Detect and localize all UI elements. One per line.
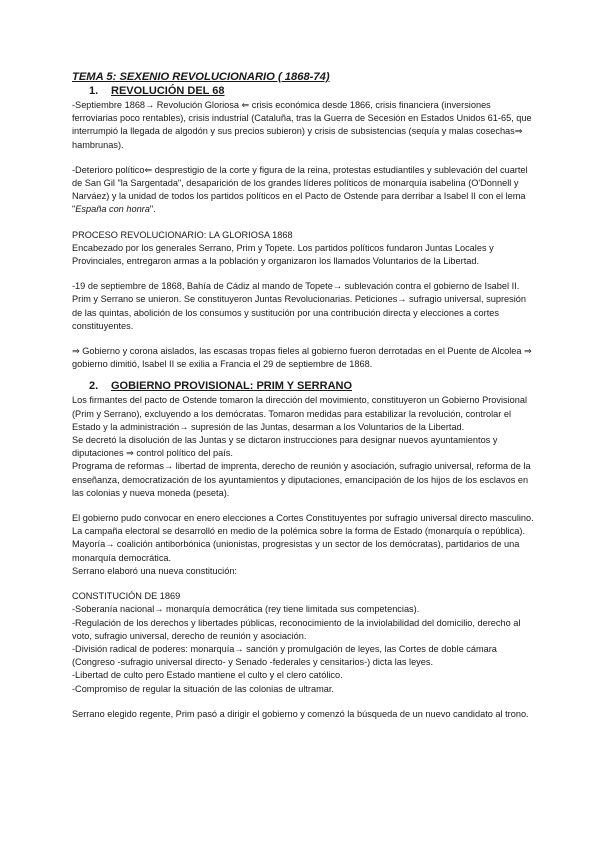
constitucion-heading: CONSTITUCIÓN DE 1869 <box>72 591 181 602</box>
paragraph-reformas: Programa de reformas→ libertad de imprenta, derecho de reunión y asociación, sufragio universal, reforma de la enseñanza, democratización de los ayuntamientos y diputaciones, emancipación de los hijos de los esclavos en las colonias y nueva moneda (peseta). <box>72 461 531 498</box>
paragraph-encabezado: Encabezado por los generales Serrano, Prim y Topete. Los partidos políticos fundaron Juntas Locales y Provinciales, entregaron armas a la población y organizaron los llamados Voluntarios de la Libertad. <box>72 242 494 267</box>
document-page <box>72 70 534 721</box>
paragraph-regente: Serrano elegido regente, Prim pasó a dirigir el gobierno y comenzó la búsqueda de un nuevo candidato al trono. <box>72 708 529 719</box>
paragraph-19-septiembre: -19 de septiembre de 1868, Bahía de Cádiz al mando de Topete→ sublevación contra el gobierno de Isabel II. Prim y Serrano se unieron. Se constituyeron Juntas Revolucionarias. Peticiones→ sufragio universal, supresión de las quintas, abolición de los consumos y sustitución por una contribución directa y elecciones a cortes constituyentes. <box>72 281 526 331</box>
paragraph-septiembre: -Septiembre 1868→ Revolución Gloriosa ⇐ crisis económica desde 1866, crisis financiera (inversiones ferroviarias poco rentables), crisis industrial (Cataluña, tras la Guerra de Secesión en Estados Unidos 61-65, que interrumpió la llegada de algodón y sus precios subieron) y crisis de subsistencias (sequía y malas cosechas⇒ hambrunas). <box>72 100 532 150</box>
paragraph-elecciones: El gobierno pudo convocar en enero elecciones a Cortes Constituyentes por sufragio universal directo masculino. La campaña electoral se desarrolló en medio de la polémica sobre la forma de Estado (monarquía o república). Mayoría→ coalición antiborbónica (unionistas, progresistas y un sector de los demócratas), partidarios de una monarquía democrática. <box>72 513 534 563</box>
const-item: -Compromiso de regular la situación de las colonias de ultramar. <box>72 683 334 694</box>
section-1-heading <box>72 84 534 98</box>
section-2-number: 2. <box>89 380 99 393</box>
section-1-number: 1. <box>89 85 99 97</box>
paragraph-disolucion: Se decretó la disolución de las Juntas y se dictaron instrucciones para designar nuevos ayuntamientos y diputaciones ⇒ control político del país. <box>72 435 498 459</box>
document-title: TEMA 5: SEXENIO REVOLUCIONARIO ( 1868-74) <box>72 71 330 83</box>
paragraph-gobierno-aislado: ⇒ Gobierno y corona aislados, las escasas tropas fieles al gobierno fueron derrotadas en el Puente de Alcolea ⇒ gobierno dimitió, Isabel II se exilia a Francia el 29 de septiembre de 1868. <box>72 346 532 370</box>
section-2-heading <box>72 379 534 393</box>
deterioro-end: ". <box>149 204 156 215</box>
section-1-title: REVOLUCIÓN DEL 68 <box>111 85 225 97</box>
const-item: -Libertad de culto pero Estado mantiene el culto y el clero católico. <box>72 670 343 681</box>
proceso-heading: PROCESO REVOLUCIONARIO: LA GLORIOSA 1868 <box>72 229 293 240</box>
section-2-title: GOBIERNO PROVISIONAL: PRIM Y SERRANO <box>111 380 353 393</box>
const-item: -Soberanía nacional→ monarquía democrática (rey tiene limitada sus competencias). <box>72 604 420 615</box>
const-item: -División radical de poderes: monarquía→ sanción y promulgación de leyes, las Cortes de doble cámara (Congreso -sufragio universal directo- y Senado -federales y censitarios-) dicta las leyes. <box>72 643 497 668</box>
motto: España con honra <box>75 204 150 215</box>
const-item: -Regulación de los derechos y libertades públicas, reconocimiento de la inviolabilidad del domicilio, derecho al voto, sufragio universal, derecho de reunión y asociación. <box>72 617 521 641</box>
paragraph-deterioro <box>72 164 534 217</box>
paragraph-firmantes: Los firmantes del pacto de Ostende tomaron la dirección del movimiento, constituyeron un Gobierno Provisional (Prim y Serrano), excluyendo a los demócratas. Tomaron medidas para estabilizar la revolución, controlar el Estado y la administración→ supresión de las Juntas, desarman a los Voluntarios de la Libertad. <box>72 395 528 432</box>
paragraph-serrano-constitucion: Serrano elaboró una nueva constitución: <box>72 565 237 576</box>
deterioro-text: -Deterioro político⇐ desprestigio de la corte y figura de la reina, protestas estudiantiles y sublevación del cuartel de San Gil "la Sargentada", desaparición de los grandes líderes políticos de monarquía isabelina (O'Donnell y Narváez) y la unidad de todos los partidos políticos en el Pacto de Ostende para derribar a Isabel II con el lema " <box>72 164 528 215</box>
